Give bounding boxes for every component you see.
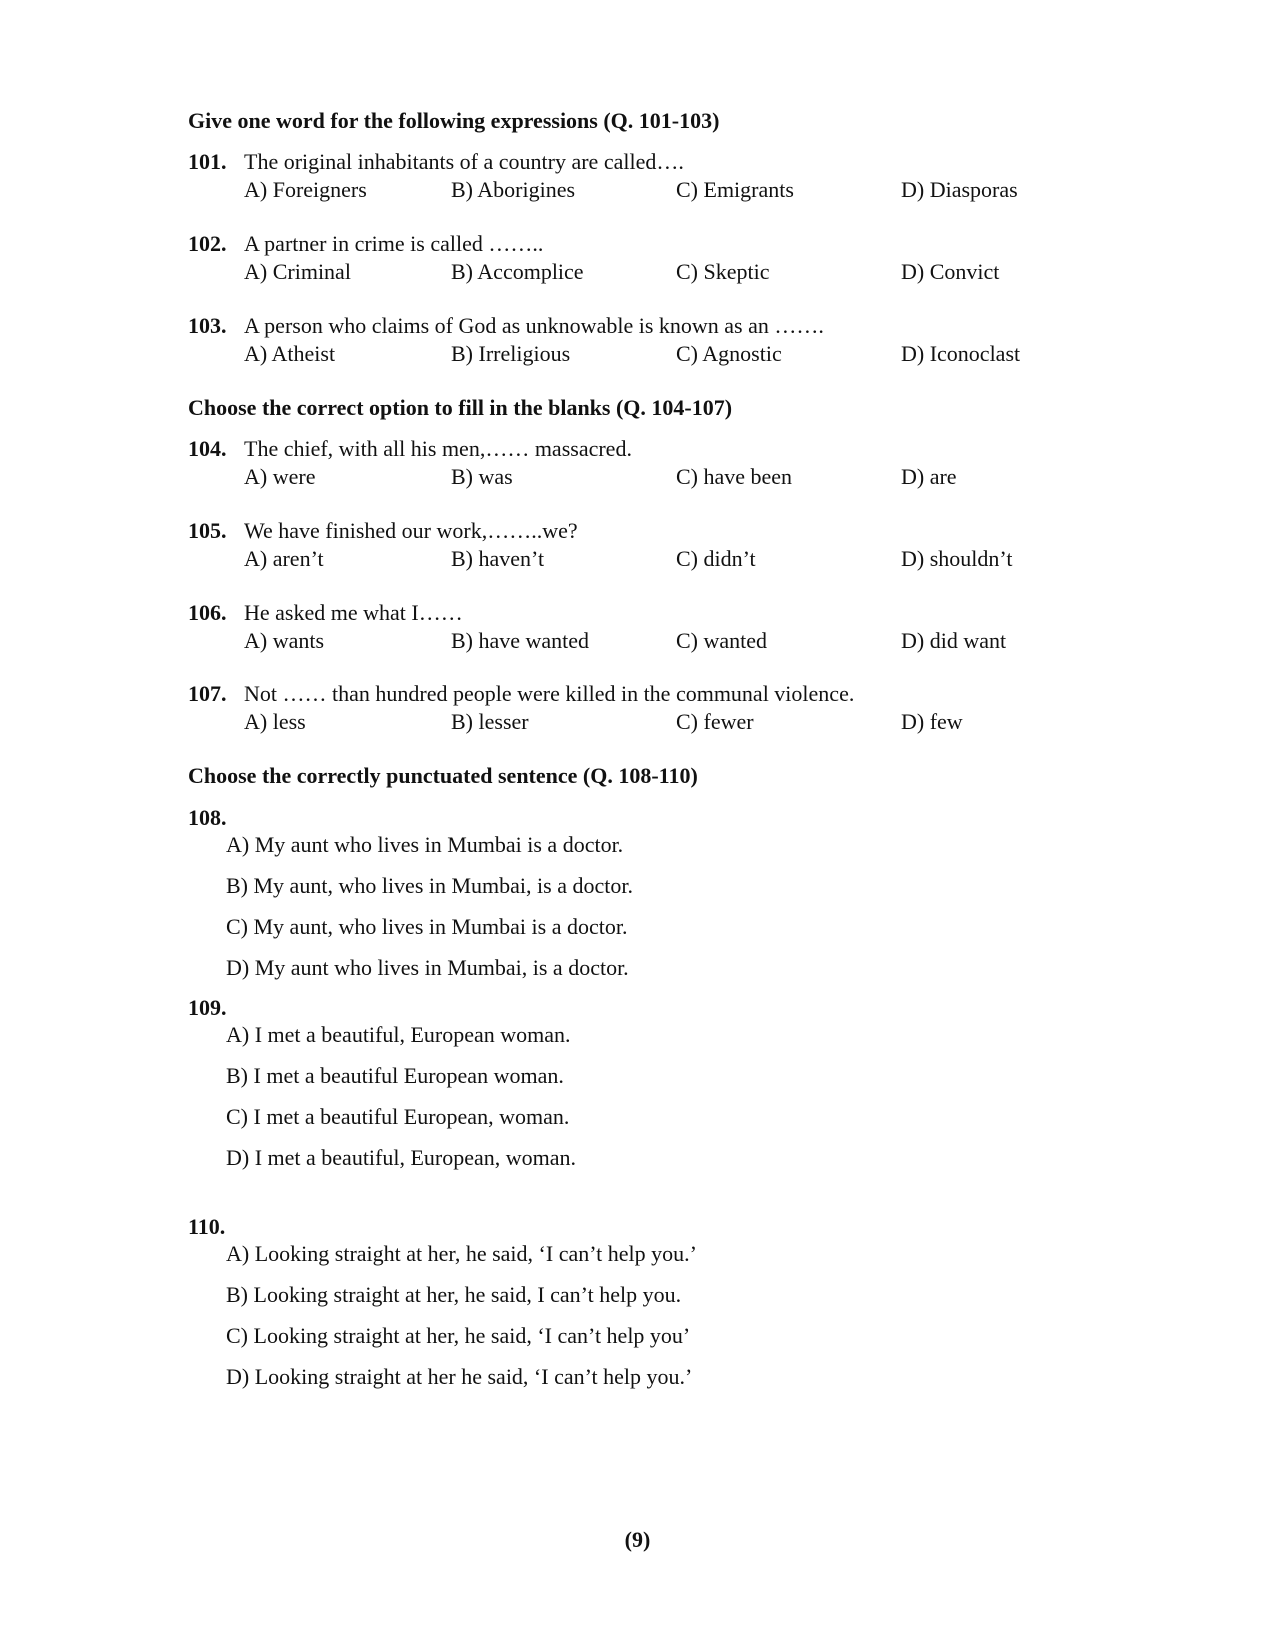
option-d[interactable]: D) shouldn’t (901, 546, 1013, 571)
question-stem: The original inhabitants of a country are called…. (244, 149, 684, 174)
option-d[interactable]: D) I met a beautiful, European, woman. (226, 1145, 577, 1170)
option-c[interactable]: C) wanted (676, 628, 768, 653)
option-c[interactable]: C) Emigrants (676, 177, 794, 202)
question-number: 107. (188, 681, 227, 706)
option-c[interactable]: C) My aunt, who lives in Mumbai is a doctor. (226, 914, 628, 939)
option-b[interactable]: B) was (451, 464, 513, 489)
question-number: 102. (188, 231, 227, 256)
option-a[interactable]: A) I met a beautiful, European woman. (226, 1022, 571, 1047)
option-d[interactable]: D) Convict (901, 259, 1000, 284)
option-b[interactable]: B) Looking straight at her, he said, I can’t help you. (226, 1282, 682, 1307)
question-number: 101. (188, 149, 227, 174)
option-c[interactable]: C) have been (676, 464, 793, 489)
option-d[interactable]: D) Diasporas (901, 177, 1018, 202)
question-number: 103. (188, 313, 227, 338)
option-c[interactable]: C) Looking straight at her, he said, ‘I can’t help you’ (226, 1323, 691, 1348)
option-d[interactable]: D) My aunt who lives in Mumbai, is a doctor. (226, 955, 629, 980)
option-c[interactable]: C) Skeptic (676, 259, 770, 284)
option-b[interactable]: B) Irreligious (451, 341, 571, 366)
option-b[interactable]: B) haven’t (451, 546, 545, 571)
option-c[interactable]: C) I met a beautiful European, woman. (226, 1104, 570, 1129)
option-a[interactable]: A) Criminal (244, 259, 351, 284)
question-number: 104. (188, 436, 227, 461)
question-stem: Not …… than hundred people were killed in the communal violence. (244, 681, 855, 706)
question-stem: A partner in crime is called …….. (244, 231, 544, 256)
question-number: 109. (188, 995, 227, 1020)
option-b[interactable]: B) have wanted (451, 628, 590, 653)
option-b[interactable]: B) Accomplice (451, 259, 584, 284)
question-stem: He asked me what I…… (244, 600, 463, 625)
option-a[interactable]: A) less (244, 709, 306, 734)
option-d[interactable]: D) are (901, 464, 957, 489)
question-number: 106. (188, 600, 227, 625)
section-heading-fill-blanks: Choose the correct option to fill in the blanks (Q. 104-107) (188, 395, 733, 420)
option-a[interactable]: A) were (244, 464, 316, 489)
question-number: 105. (188, 518, 227, 543)
option-b[interactable]: B) I met a beautiful European woman. (226, 1063, 564, 1088)
option-a[interactable]: A) Foreigners (244, 177, 367, 202)
page-number: (9) (624, 1527, 651, 1552)
option-a[interactable]: A) wants (244, 628, 325, 653)
question-stem: We have finished our work,……..we? (244, 518, 578, 543)
option-a[interactable]: A) Looking straight at her, he said, ‘I can’t help you.’ (226, 1241, 697, 1266)
question-stem: A person who claims of God as unknowable is known as an ……. (244, 313, 824, 338)
question-stem: The chief, with all his men,…… massacred. (244, 436, 632, 461)
option-b[interactable]: B) lesser (451, 709, 529, 734)
option-d[interactable]: D) did want (901, 628, 1007, 653)
option-b[interactable]: B) My aunt, who lives in Mumbai, is a doctor. (226, 873, 633, 898)
question-number: 108. (188, 805, 227, 830)
question-number: 110. (188, 1214, 226, 1239)
section-heading-punctuation: Choose the correctly punctuated sentence (Q. 108-110) (188, 763, 698, 788)
option-b[interactable]: B) Aborigines (451, 177, 576, 202)
option-d[interactable]: D) few (901, 709, 963, 734)
option-a[interactable]: A) My aunt who lives in Mumbai is a doctor. (226, 832, 624, 857)
option-d[interactable]: D) Looking straight at her he said, ‘I can’t help you.’ (226, 1364, 693, 1389)
section-heading-one-word: Give one word for the following expressions (Q. 101-103) (188, 108, 720, 133)
option-a[interactable]: A) Atheist (244, 341, 336, 366)
option-c[interactable]: C) fewer (676, 709, 754, 734)
option-c[interactable]: C) Agnostic (676, 341, 782, 366)
option-a[interactable]: A) aren’t (244, 546, 324, 571)
option-d[interactable]: D) Iconoclast (901, 341, 1021, 366)
option-c[interactable]: C) didn’t (676, 546, 756, 571)
